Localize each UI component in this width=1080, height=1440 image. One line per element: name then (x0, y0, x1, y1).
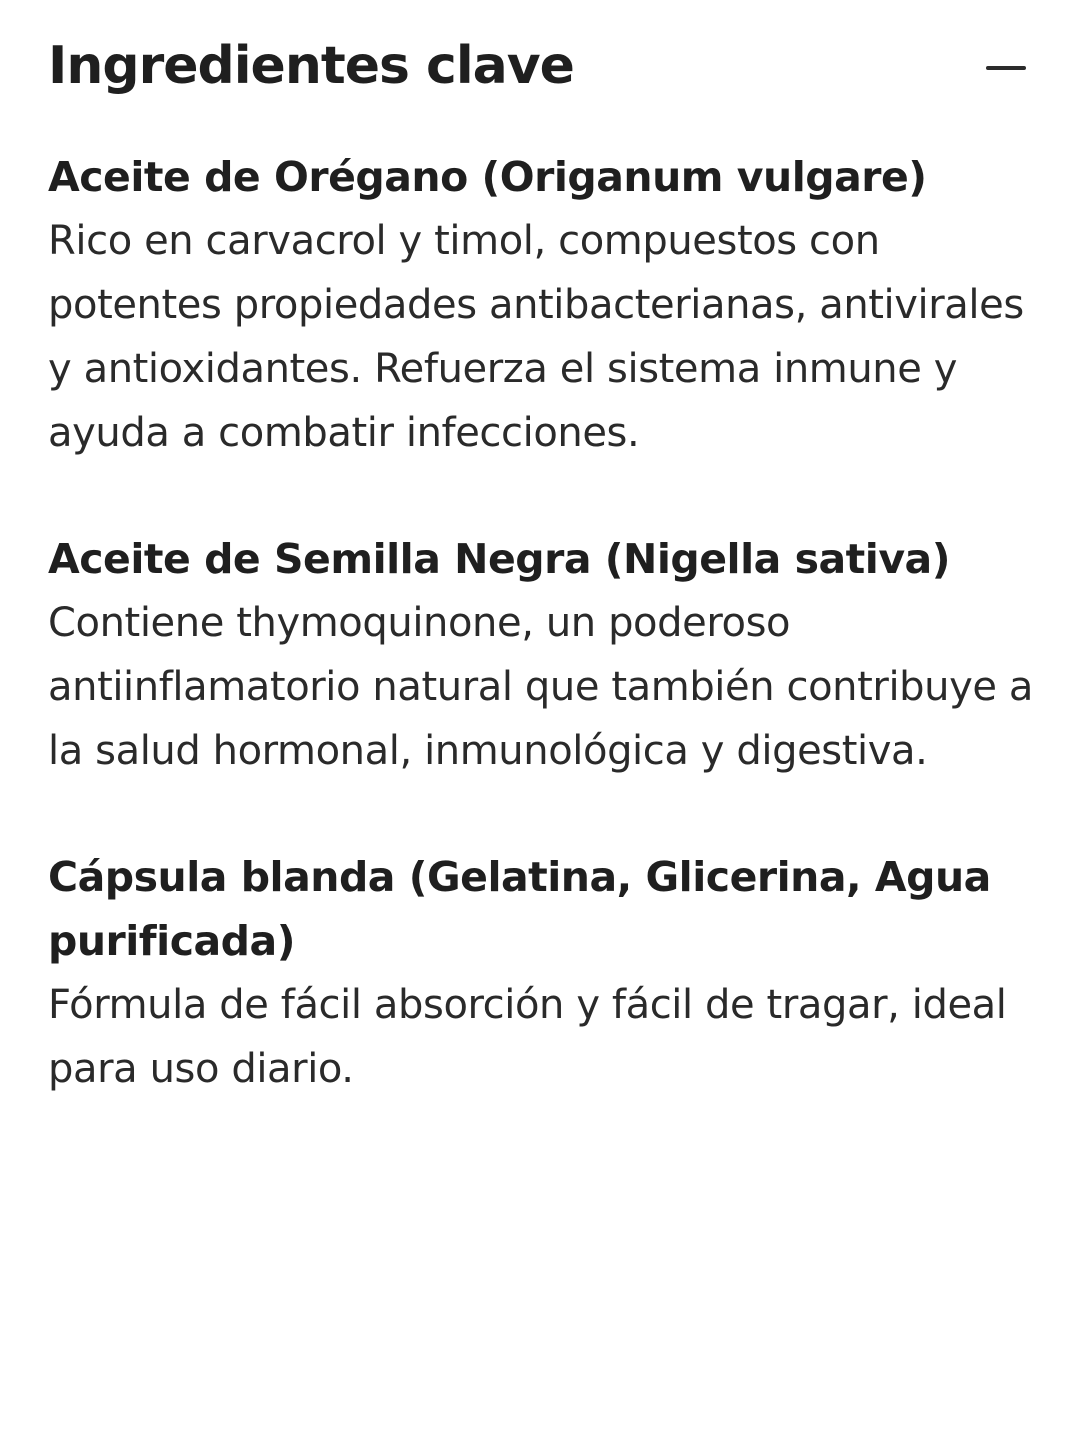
ingredient-description: Rico en carvacrol y timol, compuestos con potentes propiedades antibacterianas, antivirales y antioxidantes. Refuerza el sistema inmune y ayuda a combatir infecciones. (48, 218, 1024, 456)
minus-icon (986, 66, 1026, 70)
accordion-header[interactable] (0, 0, 1080, 130)
ingredient-item-black-seed-oil (48, 527, 1038, 783)
ingredient-name: Cápsula blanda (Gelatina, Glicerina, Agua purificada) (48, 853, 991, 965)
ingredient-description: Fórmula de fácil absorción y fácil de tragar, ideal para uso diario. (48, 982, 1007, 1092)
ingredient-item-oregano-oil (48, 145, 1038, 465)
ingredient-name: Aceite de Orégano (Origanum vulgare) (48, 153, 927, 201)
ingredient-description: Contiene thymoquinone, un poderoso antiinflamatorio natural que también contribuye a la salud hormonal, inmunológica y digestiva. (48, 600, 1034, 774)
ingredients-list (48, 145, 1038, 1163)
section-title: Ingredientes clave (48, 36, 574, 96)
ingredient-item-softgel-capsule (48, 845, 1038, 1101)
collapse-button[interactable] (976, 44, 1036, 92)
ingredient-name: Aceite de Semilla Negra (Nigella sativa) (48, 535, 950, 583)
